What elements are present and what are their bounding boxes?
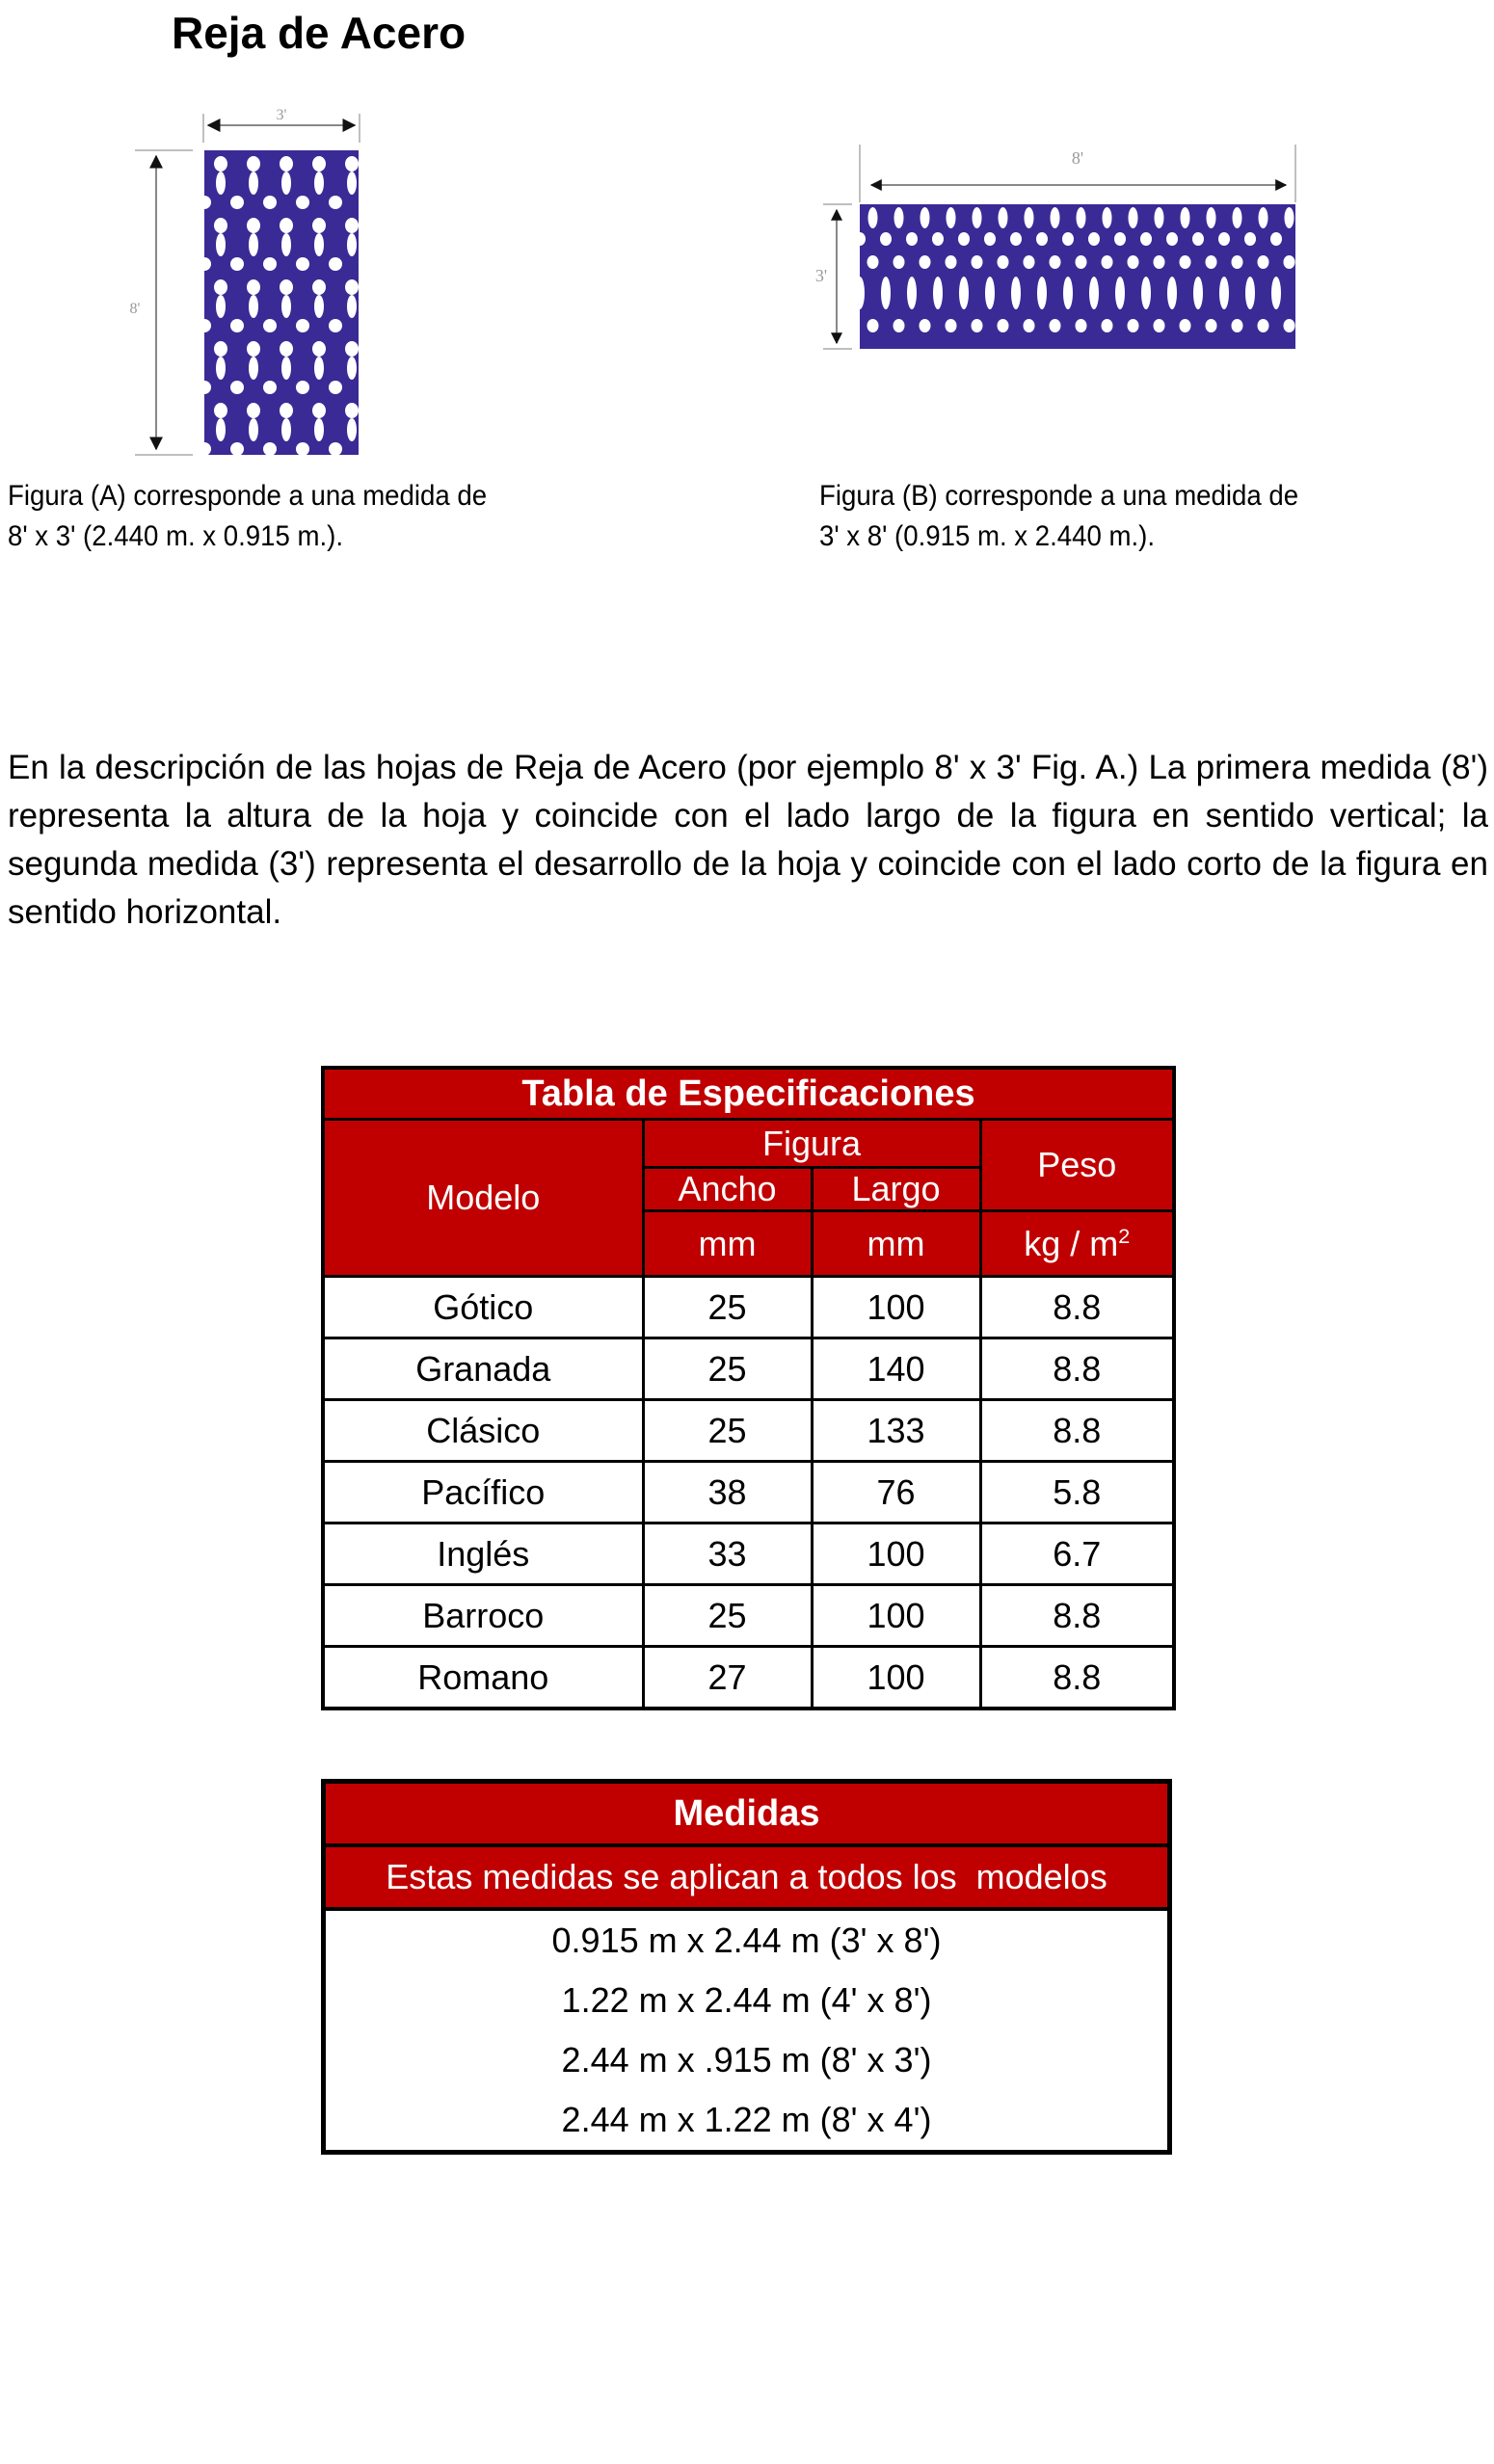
medida-value: 1.22 m x 2.44 m (4' x 8') (561, 1980, 932, 2020)
figure-b-height-label: 3' (814, 266, 828, 285)
cell-largo: 100 (812, 1647, 980, 1709)
table-row (323, 1523, 1174, 1585)
figure-a-width-label: 3' (276, 107, 287, 123)
cell-peso: 8.8 (980, 1400, 1174, 1462)
cell-ancho: 27 (643, 1647, 812, 1709)
figure-b-caption (819, 476, 1298, 557)
cell-peso: 8.8 (980, 1647, 1174, 1709)
medidas-subtitle: Estas medidas se aplican a todos los modelos (324, 1845, 1170, 1909)
cell-ancho: 25 (643, 1277, 812, 1338)
list-item (324, 1971, 1170, 2030)
unit-largo: mm (812, 1211, 980, 1277)
mesh-sheet-b (860, 204, 1295, 349)
cell-largo: 133 (812, 1400, 980, 1462)
mesh-sheet-a (204, 150, 359, 455)
unit-peso-base: kg / m (1024, 1223, 1119, 1263)
page-title: Reja de Acero (172, 8, 467, 58)
cell-modelo: Granada (323, 1338, 643, 1400)
table-row (323, 1338, 1174, 1400)
cell-modelo: Barroco (323, 1585, 643, 1647)
medidas-title: Medidas (324, 1782, 1170, 1846)
cell-largo: 100 (812, 1523, 980, 1585)
col-header-figura: Figura (643, 1120, 980, 1168)
table-row (323, 1647, 1174, 1709)
spec-table-title: Tabla de Especificaciones (323, 1068, 1174, 1120)
col-header-peso: Peso (980, 1120, 1174, 1211)
cell-peso: 8.8 (980, 1585, 1174, 1647)
cell-ancho: 25 (643, 1400, 812, 1462)
figure-b-illustration (810, 135, 1349, 357)
col-header-modelo: Modelo (323, 1120, 643, 1277)
figure-b-caption-line1: Figura (B) corresponde a una medida de (819, 480, 1299, 512)
table-row (323, 1462, 1174, 1523)
table-row (323, 1277, 1174, 1338)
cell-largo: 140 (812, 1338, 980, 1400)
cell-modelo: Romano (323, 1647, 643, 1709)
cell-largo: 100 (812, 1585, 980, 1647)
cell-modelo: Gótico (323, 1277, 643, 1338)
medida-value: 2.44 m x .915 m (8' x 3') (561, 2040, 932, 2080)
list-item (324, 2030, 1170, 2090)
table-row (323, 1585, 1174, 1647)
figure-a-caption (8, 476, 487, 557)
list-item (324, 1909, 1170, 1971)
cell-ancho: 33 (643, 1523, 812, 1585)
cell-largo: 76 (812, 1462, 980, 1523)
cell-ancho: 38 (643, 1462, 812, 1523)
figure-a-illustration (116, 106, 386, 463)
cell-peso: 8.8 (980, 1338, 1174, 1400)
table-row (323, 1400, 1174, 1462)
col-header-ancho: Ancho (643, 1168, 812, 1211)
spec-table (321, 1066, 1176, 1710)
cell-modelo: Clásico (323, 1400, 643, 1462)
cell-modelo: Inglés (323, 1523, 643, 1585)
medida-value: 2.44 m x 1.22 m (8' x 4') (561, 2100, 932, 2139)
cell-peso: 5.8 (980, 1462, 1174, 1523)
cell-ancho: 25 (643, 1585, 812, 1647)
medida-value: 0.915 m x 2.44 m (3' x 8') (551, 1921, 942, 1960)
medidas-table (321, 1779, 1172, 2155)
figure-b-width-label: 8' (1071, 148, 1084, 168)
cell-largo: 100 (812, 1277, 980, 1338)
unit-peso (980, 1211, 1174, 1277)
figure-a-caption-line2: 8' x 3' (2.440 m. x 0.915 m.). (8, 520, 344, 552)
figure-a-height-label: 8' (129, 301, 141, 317)
cell-peso: 6.7 (980, 1523, 1174, 1585)
figure-b-caption-line2: 3' x 8' (0.915 m. x 2.440 m.). (819, 520, 1156, 552)
unit-peso-exponent: 2 (1118, 1223, 1131, 1248)
description-paragraph: En la descripción de las hojas de Reja de Acero (por ejemplo 8' x 3' Fig. A.) La primera medida (8') representa la altura de la hoja y coincide con el lado largo de la figura en sentido vertical; la segunda medida (3') representa el desarrollo de la hoja y coincide con el lado corto de la figura en sentido horizontal. (8, 749, 1488, 931)
cell-ancho: 25 (643, 1338, 812, 1400)
list-item (324, 2090, 1170, 2153)
col-header-largo: Largo (812, 1168, 980, 1211)
unit-ancho: mm (643, 1211, 812, 1277)
cell-modelo: Pacífico (323, 1462, 643, 1523)
figure-a-caption-line1: Figura (A) corresponde a una medida de (8, 480, 488, 512)
cell-peso: 8.8 (980, 1277, 1174, 1338)
